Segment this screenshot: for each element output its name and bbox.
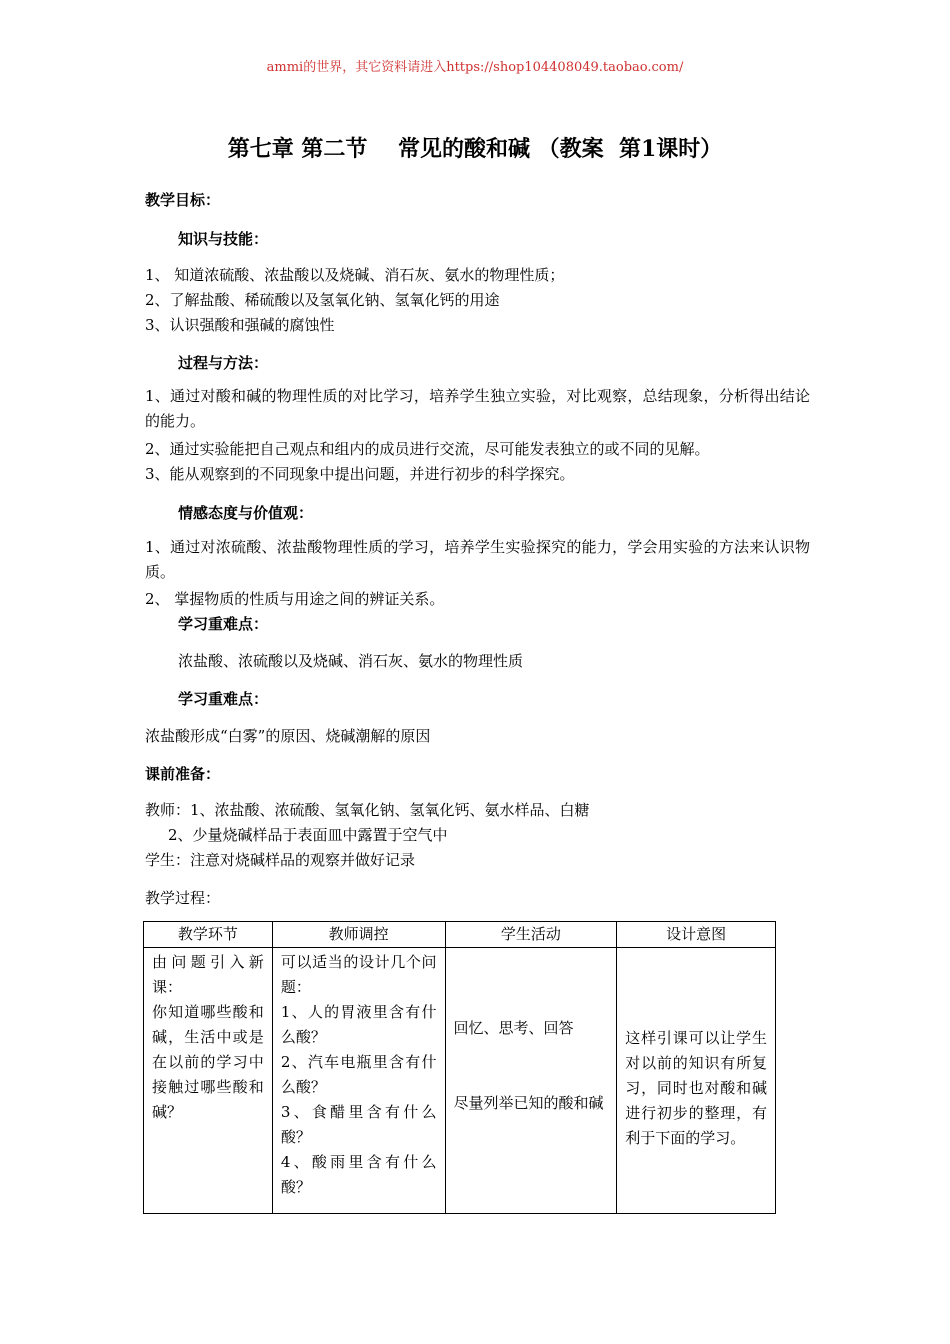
- process-method-item: 1、通过对酸和碱的物理性质的对比学习，培养学生独立实验，对比观察，总结现象，分析得出结论的能力。: [145, 387, 810, 430]
- preparation-student: 学生：注意对烧碱样品的观察并做好记录: [145, 851, 416, 869]
- table-cell: [272, 948, 445, 1214]
- knowledge-item: 1、 知道浓硫酸、浓盐酸以及烧碱、消石灰、氨水的物理性质；: [145, 266, 565, 284]
- difficult-points-heading: 学习重难点：: [178, 690, 269, 708]
- teacher-question: 3、食醋里含有什么酸？: [280, 1103, 437, 1146]
- table-cell: [617, 948, 776, 1214]
- table-header-cell: 教学环节: [144, 922, 273, 948]
- teaching-process-heading: 教学过程：: [145, 889, 221, 907]
- teacher-question: 4、酸雨里含有什么酸？: [280, 1153, 437, 1196]
- knowledge-heading: 知识与技能：: [178, 230, 269, 248]
- process-method-item: 3、能从观察到的不同现象中提出问题，并进行初步的科学探究。: [145, 465, 575, 483]
- intro-body: 你知道哪些酸和碱，生活中或是在以前的学习中接触过哪些酸和碱？: [152, 1003, 264, 1121]
- teacher-intro: 可以适当的设计几个问题：: [280, 953, 437, 996]
- header-shop-link[interactable]: ammi的世界，其它资料请进入https://shop104408049.taobao.com/: [266, 60, 684, 75]
- objectives-heading: 教学目标：: [145, 191, 221, 209]
- student-activity: 回忆、思考、回答: [453, 1019, 574, 1037]
- teacher-question: 1、人的胃液里含有什么酸？: [280, 1003, 437, 1046]
- design-intent: 这样引课可以让学生对以前的知识有所复习，同时也对酸和碱进行初步的整理，有利于下面的学习。: [625, 1029, 767, 1147]
- lesson-table: [143, 921, 776, 1214]
- attitude-item: 2、 掌握物质的性质与用途之间的辨证关系。: [145, 590, 445, 608]
- student-activity: 尽量列举已知的酸和碱: [453, 1094, 604, 1112]
- teacher-question: 2、汽车电瓶里含有什么酸？: [280, 1053, 437, 1096]
- table-cell: [144, 948, 273, 1214]
- preparation-heading: 课前准备：: [145, 765, 221, 783]
- table-header-row: [144, 922, 776, 948]
- difficult-points-text: 浓盐酸形成“白雾”的原因、烧碱潮解的原因: [145, 727, 431, 745]
- knowledge-item: 3、认识强酸和强碱的腐蚀性: [145, 316, 335, 334]
- table-header-cell: 设计意图: [617, 922, 776, 948]
- knowledge-item: 2、了解盐酸、稀硫酸以及氢氧化钠、氢氧化钙的用途: [145, 291, 500, 309]
- preparation-teacher-1: 教师：1、浓盐酸、浓硫酸、氢氧化钠、氢氧化钙、氨水样品、白糖: [145, 801, 590, 819]
- table-header-cell: 教师调控: [272, 922, 445, 948]
- attitude-heading: 情感态度与价值观：: [178, 504, 314, 522]
- intro-title: 由问题引入新课：: [152, 953, 264, 996]
- preparation-teacher-2: 2、少量烧碱样品于表面皿中露置于空气中: [168, 826, 448, 844]
- attitude-item: 1、通过对浓硫酸、浓盐酸物理性质的学习，培养学生实验探究的能力，学会用实验的方法来认识物质。: [145, 538, 810, 581]
- key-points-heading: 学习重难点：: [178, 615, 269, 633]
- table-header-cell: 学生活动: [445, 922, 617, 948]
- table-row: [144, 948, 776, 1214]
- process-method-item: 2、通过实验能把自己观点和组内的成员进行交流，尽可能发表独立的或不同的见解。: [145, 440, 710, 458]
- table-cell: [445, 948, 617, 1214]
- page-title: 第七章 第二节 常见的酸和碱 （教案 第1课时）: [227, 136, 723, 162]
- key-points-text: 浓盐酸、浓硫酸以及烧碱、消石灰、氨水的物理性质: [178, 652, 524, 670]
- process-method-heading: 过程与方法：: [178, 354, 269, 372]
